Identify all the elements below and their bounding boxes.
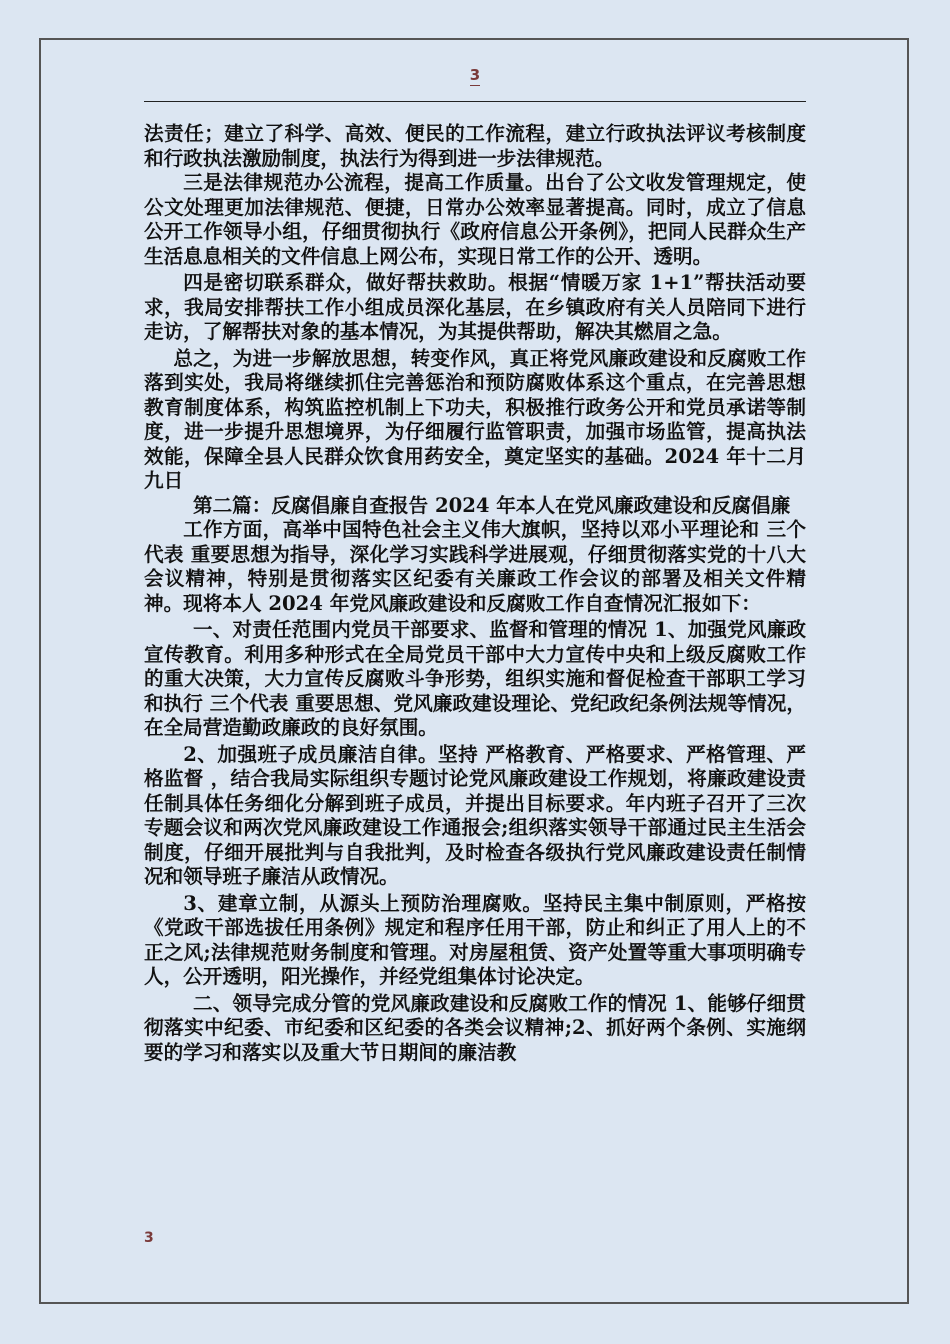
paragraph: 2、加强班子成员廉洁自律。坚持 严格教育、严格要求、严格管理、严格监督 ，结合我局实际组织专题讨论党风廉政建设工作规划，将廉政建设责任制具体任务细化分解到班子成员，并提出目标要求。年内班子召开了三次专题会议和两次党风廉政建设工作通报会;组织落实领导干部通过民主生活会制度，仔细开展批判与自我批判，及时检查各级执行党风廉政建设责任制情况和领导班子廉洁从政情况。	[144, 742, 806, 888]
paragraph: 3、建章立制，从源头上预防治理腐败。坚持民主集中制原则，严格按《党政干部选拔任用条例》规定和程序任用干部，防止和纠正了用人上的不正之风;法律规范财务制度和管理。对房屋租赁、资产处置等重大事项明确专人，公开透明，阳光操作，并经党组集体讨论决定。	[144, 891, 806, 988]
page-number-top: 3	[469, 66, 481, 84]
paragraph: 二、领导完成分管的党风廉政建设和反腐败工作的情况 1、能够仔细贯彻落实中纪委、市纪委和区纪委的各类会议精神;2、抓好两个条例、实施纲要的学习和落实以及重大节日期间的廉洁教	[144, 991, 806, 1064]
paragraph: 工作方面，高举中国特色社会主义伟大旗帜，坚持以邓小平理论和 三个代表 重要思想为指导，深化学习实践科学进展观，仔细贯彻落实党的十八大会议精神，特别是贯彻落实区纪委有关廉政工作会议的部署及相关文件精神。现将本人 2024 年党风廉政建设和反腐败工作自查情况汇报如下：	[144, 518, 806, 615]
paragraph: 一、对责任范围内党员干部要求、监督和管理的情况 1、加强党风廉政宣传教育。利用多种形式在全局党员干部中大力宣传中央和上级反腐败工作的重大决策，大力宣传反腐败斗争形势，组织实施和督促检查干部职工学习和执行 三个代表 重要思想、党风廉政建设理论、党纪政纪条例法规等情况，在全局营造勤政廉政的良好氛围。	[144, 618, 806, 739]
paragraph: 法责任；建立了科学、高效、便民的工作流程，建立行政执法评议考核制度和行政执法激励制度，执法行为得到进一步法律规范。	[144, 122, 806, 170]
header-rule	[144, 101, 806, 102]
paragraph: 总之，为进一步解放思想，转变作风，真正将党风廉政建设和反腐败工作落到实处，我局将继续抓住完善惩治和预防腐败体系这个重点，在完善思想教育制度体系，构筑监控机制上下功夫，积极推行政务公开和党员承诺等制度，进一步提升思想境界，为仔细履行监管职责，加强市场监管，提高执法效能，保障全县人民群众饮食用药安全，奠定坚实的基础。2024 年十二月九日	[144, 346, 806, 492]
page-number-bottom: 3	[144, 1230, 154, 1246]
paragraph: 四是密切联系群众，做好帮扶救助。根据“情暖万家 1+1”帮扶活动要求，我局安排帮扶工作小组成员深化基层，在乡镇政府有关人员陪同下进行走访，了解帮扶对象的基本情况，为其提供帮助，解决其燃眉之急。	[144, 271, 806, 343]
paragraph: 三是法律规范办公流程，提高工作质量。出台了公文收发管理规定，使公文处理更加法律规范、便捷，日常办公效率显著提高。同时，成立了信息公开工作领导小组，仔细贯彻执行《政府信息公开条例》，把同人民群众生产生活息息相关的文件信息上网公布，实现日常工作的公开、透明。	[144, 171, 806, 268]
document-body	[144, 122, 806, 1065]
section-heading: 第二篇：反腐倡廉自查报告 2024 年本人在党风廉政建设和反腐倡廉	[193, 493, 791, 517]
